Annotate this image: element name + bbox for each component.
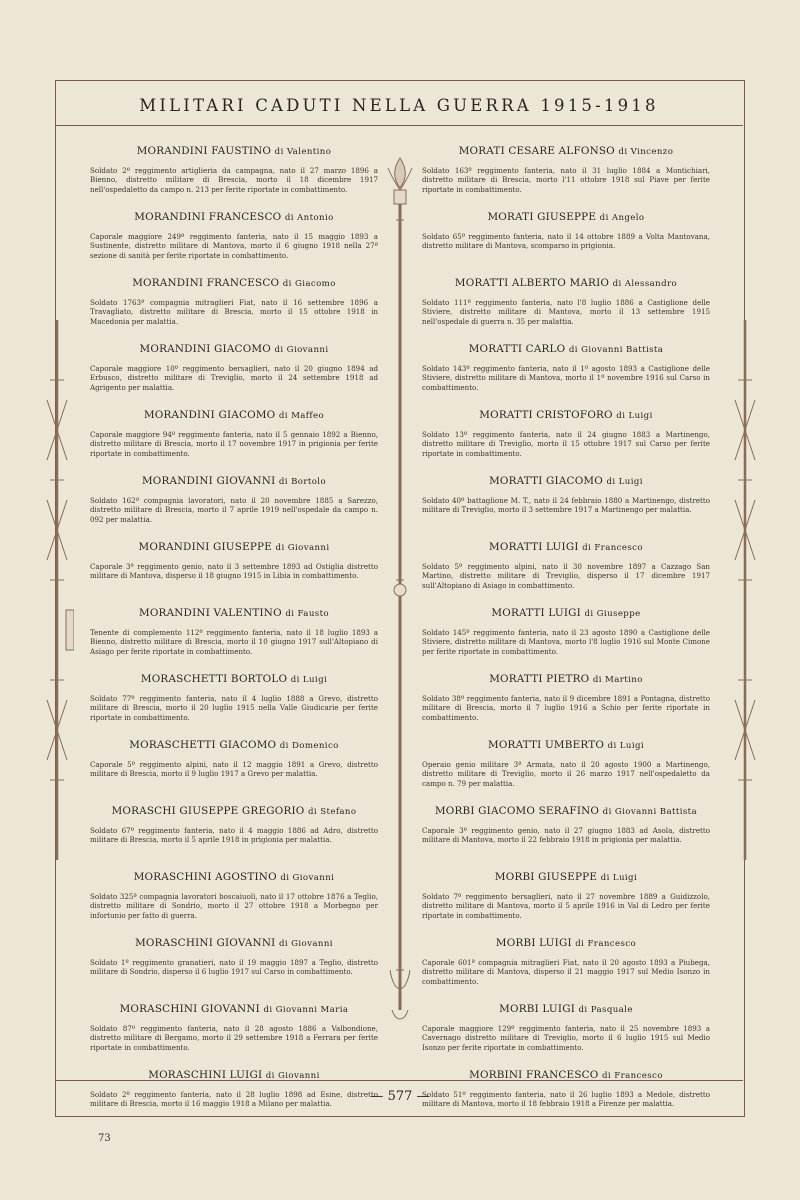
entry-father: di Martino — [592, 675, 643, 685]
entry — [422, 937, 710, 1003]
entry — [90, 739, 378, 805]
entry — [422, 145, 710, 211]
entry-text: Soldato 1763ª compagnia mitraglieri Fiat, nato il 16 settembre 1896 a Travagliato, distretto militare di Brescia, morto il 15 ottobre 1918 in Macedonia per malattia. — [90, 298, 378, 326]
entry-text: Soldato 143º reggimento fanteria, nato il 1º agosto 1893 a Castiglione delle Stiviere, distretto militare di Mantova, morto il 1º novembre 1916 sul Carso in combattimento. — [422, 364, 710, 392]
entry — [90, 607, 378, 673]
entry-surname: MORATTI LUIGI — [491, 607, 581, 619]
entry-father: di Luigi — [600, 873, 638, 883]
entry-text: Soldato 325ª compagnia lavoratori boscaiuoli, nato il 17 ottobre 1876 a Teglio, distretto militare di Sondrio, morto il 27 ottobre 1918 a Morbegno per infortunio per fatto di guerra. — [90, 892, 378, 920]
entry — [90, 277, 378, 343]
entry-father: di Luigi — [616, 411, 653, 421]
entry-surname: MORBI GIACOMO SERAFINO — [434, 805, 600, 817]
entry-text: Soldato 145º reggimento fanteria, nato il 23 agosto 1890 a Castiglione delle Stiviere, distretto militare di Mantova, morto l'8 luglio 1916 sul Monte Cimone per ferite riportate in combattimento. — [422, 628, 710, 656]
page-number: — 577 — — [370, 1089, 430, 1104]
entry-text: Soldato 1º reggimento granatieri, nato il 19 maggio 1897 a Teglio, distretto militare di Sondrio, disperso il 6 luglio 1917 sul Carso in combattimento. — [90, 958, 378, 977]
entry-surname: MORATTI UMBERTO — [487, 739, 605, 751]
entry-father: di Fausto — [285, 609, 329, 619]
entry — [90, 409, 378, 475]
entry-surname: MORANDINI GIACOMO — [139, 343, 271, 355]
entry-surname: MORBINI FRANCESCO — [469, 1069, 599, 1081]
entry-father: di Valentino — [274, 147, 332, 157]
entry — [90, 673, 378, 739]
entry — [422, 277, 710, 343]
entry — [422, 343, 710, 409]
entry-father: di Luigi — [290, 675, 328, 685]
entry-father: di Luigi — [606, 477, 643, 487]
entry-text: Soldato 77º reggimento fanteria, nato il 4 luglio 1888 a Grevo, distretto militare di Brescia, morto il 20 luglio 1915 nella Valle Giudicarie per ferite riportate in combattimento. — [90, 694, 378, 722]
entry-surname: MORANDINI GIUSEPPE — [138, 541, 273, 553]
sheet-number: 73 — [98, 1133, 111, 1144]
entry-text: Caporale 3º reggimento genio, nato il 27 giugno 1883 ad Asola, distretto militare di Mantova, morto il 22 febbraio 1918 in prigionia per malattia. — [422, 826, 710, 845]
entry-surname: MORANDINI FAUSTINO — [136, 145, 272, 157]
entry — [90, 937, 378, 1003]
entry — [422, 409, 710, 475]
entry — [90, 871, 378, 937]
entry-text: Operaio genio militare 3ª Armata, nato il 20 agosto 1900 a Martinengo, distretto militare di Treviglio, morto il 26 marzo 1917 nell'ospedaletto da campo n. 79 per malattia. — [422, 760, 710, 788]
entry — [90, 1003, 378, 1069]
entry-text: Soldato 13º reggimento fanteria, nato il 24 giugno 1883 a Martinengo, distretto militare di Treviglio, morto il 15 ottobre 1917 sul Carso per ferite riportate in combattimento. — [422, 430, 710, 458]
entry-text: Soldato 7º reggimento bersaglieri, nato il 27 novembre 1889 a Guidizzolo, distretto militare di Mantova, morto il 5 aprile 1916 in Val di Ledro per ferite riportate in combattimento. — [422, 892, 710, 920]
entry — [422, 739, 710, 805]
entry-text: Caporale maggiore 94º reggimento fanteria, nato il 5 gennaio 1892 a Bienno, distretto militare di Brescia, morto il 17 novembre 1917 in prigionia per ferite riportate in combattimento. — [90, 430, 378, 458]
entry — [422, 211, 710, 277]
entry-surname: MORANDINI FRANCESCO — [134, 211, 282, 223]
entry — [90, 541, 378, 607]
entry-father: di Giovanni — [280, 873, 335, 883]
entry-father: di Giacomo — [282, 279, 336, 289]
entry-surname: MORBI GIUSEPPE — [494, 871, 598, 883]
footer-rule — [55, 1080, 743, 1081]
entry-surname: MORANDINI GIACOMO — [143, 409, 276, 421]
entry-surname: MORBI LUIGI — [499, 1003, 575, 1015]
entry-text: Soldato 67º reggimento fanteria, nato il 4 maggio 1886 ad Adro, distretto militare di Brescia, morto il 5 aprile 1918 in prigionia per malattia. — [90, 826, 378, 845]
entry — [90, 475, 378, 541]
entry-father: di Giovanni Battista — [568, 345, 664, 355]
entry — [422, 1069, 710, 1135]
entry-surname: MORATTI CRISTOFORO — [479, 409, 613, 421]
entry-text: Caporale 601ª compagnia mitraglieri Fiat, nato il 20 agosto 1893 a Piubega, distretto militare di Mantova, disperso il 21 maggio 1917 sul Medio Isonzo in combattimento. — [422, 958, 710, 986]
page-title: MILITARI CADUTI NELLA GUERRA 1915-1918 — [139, 96, 659, 115]
entry-text: Soldato 2º reggimento fanteria, nato il 28 luglio 1898 ad Esine, distretto militare di Brescia, morto il 16 maggio 1918 a Milano per malattia. — [90, 1090, 378, 1109]
entry — [90, 1069, 378, 1135]
entry-surname: MORATI GIUSEPPE — [487, 211, 597, 223]
entry-surname: MORANDINI VALENTINO — [138, 607, 282, 619]
entry-text: Soldato 2º reggimento artiglieria da campagna, nato il 27 marzo 1896 a Bienno, distretto militare di Brescia, morto il 18 dicembre 1917 nell'ospedaletto da campo n. 213 per ferite riportate in combattimento. — [90, 166, 378, 194]
entry-text: Caporale 3º reggimento genio, nato il 3 settembre 1893 ad Ostiglia distretto militare di Mantova, disperso il 18 giugno 1915 in Libia in combattimento. — [90, 562, 378, 581]
entry-text: Caporale maggiore 10º reggimento bersaglieri, nato il 20 giugno 1894 ad Erbusco, distretto militare di Treviglio, morto il 24 settembre 1918 ad Agrigento per malattia. — [90, 364, 378, 392]
entry — [90, 145, 378, 211]
entry-father: di Vincenzo — [618, 147, 674, 157]
entry-text: Soldato 51º reggimento fanteria, nato il 26 luglio 1893 a Medole, distretto militare di Mantova, morto il 18 febbraio 1918 a Firenze per malattia. — [422, 1090, 710, 1109]
entry-text: Soldato 162ª compagnia lavoratori, nato il 20 novembre 1885 a Sarezzo, distretto militare di Brescia, morto il 7 aprile 1919 nell'ospedale da campo n. 092 per malattia. — [90, 496, 378, 524]
entry-father: di Giovanni Battista — [602, 807, 698, 817]
entry — [422, 541, 710, 607]
entry-surname: MORANDINI FRANCESCO — [132, 277, 280, 289]
entry — [422, 607, 710, 673]
entry-father: di Francesco — [582, 543, 643, 553]
entry-surname: MORATTI ALBERTO MARIO — [454, 277, 610, 289]
entry-father: di Giuseppe — [584, 609, 641, 619]
entry — [90, 805, 378, 871]
entry-father: di Francesco — [575, 939, 637, 949]
entry-text: Tenente di complemento 112º reggimento fanteria, nato il 18 luglio 1893 a Bienno, distretto militare di Brescia, morto il 10 giugno 1917 sull'Altopiano di Asiago per ferite riportate in combattimento. — [90, 628, 378, 656]
left-side-ornament — [40, 320, 74, 860]
entry — [90, 211, 378, 277]
entry-father: di Bortolo — [278, 477, 327, 487]
entry-father: di Luigi — [607, 741, 645, 751]
entry-father: di Francesco — [602, 1071, 663, 1081]
entry-text: Caporale maggiore 249º reggimento fanteria, nato il 15 maggio 1893 a Sustinente, distretto militare di Mantova, morto il 6 giugno 1918 nella 27ª sezione di sanità per ferite riportate in combattimento. — [90, 232, 378, 260]
entry — [422, 673, 710, 739]
entry-surname: MORANDINI GIOVANNI — [141, 475, 276, 487]
entry-surname: MORATTI PIETRO — [489, 673, 590, 685]
entry-father: di Giovanni — [275, 543, 330, 553]
entry-surname: MORATTI GIACOMO — [489, 475, 603, 487]
entry-text: Soldato 38º reggimento fanteria, nato il 9 dicembre 1891 a Pontagna, distretto militare di Brescia, morto il 7 luglio 1916 a Schio per ferite riportate in combattimento. — [422, 694, 710, 722]
entry-father: di Stefano — [308, 807, 357, 817]
entry-text: Soldato 40º battaglione M. T., nato il 24 febbraio 1880 a Martinengo, distretto militare di Treviglio, morto il 3 settembre 1917 a Martinengo per malattia. — [422, 496, 710, 515]
right-column — [422, 145, 710, 1135]
torch-ornament — [380, 150, 420, 1030]
entry-surname: MORASCHINI GIOVANNI — [119, 1003, 260, 1015]
entry-text: Caporale 5º reggimento alpini, nato il 12 maggio 1891 a Grevo, distretto militare di Brescia, morto il 9 luglio 1917 a Grevo per malattia. — [90, 760, 378, 779]
entry-text: Soldato 5º reggimento alpini, nato il 30 novembre 1897 a Cazzago San Martino, distretto militare di Treviglio, disperso il 17 dicembre 1917 sull'Altopiano di Asiago in combattimento. — [422, 562, 710, 590]
entry-father: di Angelo — [599, 213, 645, 223]
entry-father: di Giovanni — [278, 939, 333, 949]
entry-surname: MORASCHI GIUSEPPE GREGORIO — [111, 805, 305, 817]
entry — [422, 805, 710, 871]
entry-surname: MORASCHINI GIOVANNI — [135, 937, 276, 949]
entry-text: Soldato 163º reggimento fanteria, nato il 31 luglio 1884 a Montichiari, distretto militare di Brescia, morto l'11 ottobre 1918 sul Piave per ferite riportate in combattimento. — [422, 166, 710, 194]
entry-father: di Maffeo — [278, 411, 325, 421]
left-column — [90, 145, 378, 1135]
right-side-ornament — [728, 320, 762, 860]
entry-father: di Giovanni — [265, 1071, 320, 1081]
entry-surname: MORASCHINI AGOSTINO — [133, 871, 277, 883]
entry-father: di Giovanni Maria — [263, 1005, 349, 1015]
entry — [90, 343, 378, 409]
entry — [422, 475, 710, 541]
entry-surname: MORASCHETTI GIACOMO — [129, 739, 277, 751]
entry-text: Caporale maggiore 129º reggimento fanteria, nato il 25 novembre 1893 a Cavernago distretto militare di Treviglio, morto il 6 luglio 1915 sul Medio Isonzo per ferite riportate in combattimento. — [422, 1024, 710, 1052]
entry-text: Soldato 65º reggimento fanteria, nato il 14 ottobre 1889 a Volta Mantovana, distretto militare di Mantova, scomparso in prigionia. — [422, 232, 710, 251]
entry-father: di Pasquale — [578, 1005, 633, 1015]
entry-father: di Giovanni — [274, 345, 329, 355]
entry-surname: MORATTI LUIGI — [489, 541, 579, 553]
entry-surname: MORBI LUIGI — [495, 937, 572, 949]
entry-surname: MORASCHINI LUIGI — [148, 1069, 263, 1081]
entry-text: Soldato 87º reggimento fanteria, nato il 28 agosto 1886 a Valbondione, distretto militare di Bergamo, morto il 29 settembre 1918 a Ferrara per ferite riportate in combattimento. — [90, 1024, 378, 1052]
entry — [422, 871, 710, 937]
entry-father: di Domenico — [279, 741, 339, 751]
entry — [422, 1003, 710, 1069]
entry-father: di Antonio — [284, 213, 334, 223]
entry-surname: MORATTI CARLO — [468, 343, 566, 355]
entry-father: di Alessandro — [612, 279, 678, 289]
entry-surname: MORASCHETTI BORTOLO — [140, 673, 288, 685]
entry-surname: MORATI CESARE ALFONSO — [458, 145, 615, 157]
entry-text: Soldato 111º reggimento fanteria, nato l'8 luglio 1886 a Castiglione delle Stiviere, distretto militare di Mantova, morto il 13 settembre 1915 nell'ospedale di guerra n. 35 per malattia. — [422, 298, 710, 326]
